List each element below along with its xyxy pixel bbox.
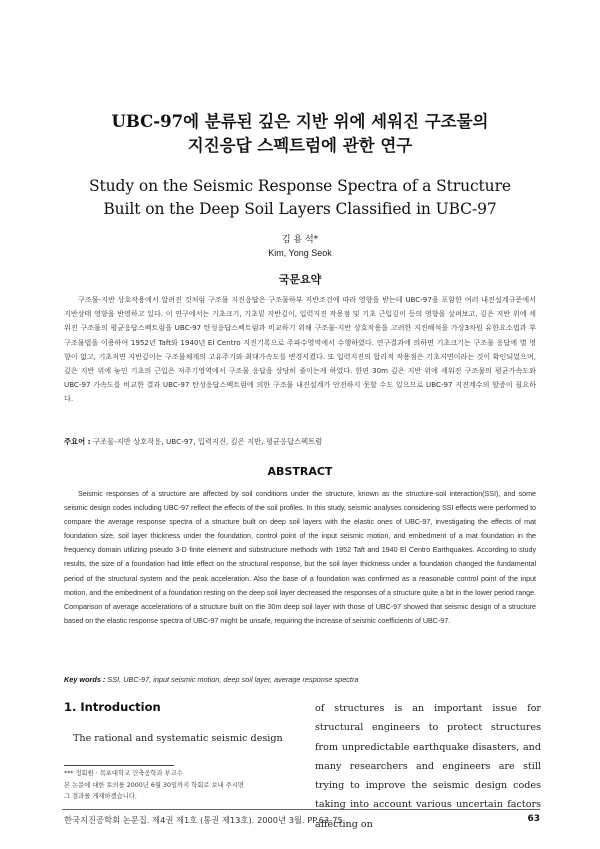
footnote-divider xyxy=(64,765,174,766)
journal-footer: 한국지진공학회 논문집. 제4권 제1호 (통권 제13호). 2000년 3월. PP.63-75. xyxy=(64,815,346,825)
footnote xyxy=(64,768,286,803)
author-name-english: Kim, Yong Seok xyxy=(268,248,332,258)
footnote-affiliation: *** 정회원 · 목포대학교 건축공학과 부교수 xyxy=(64,770,183,777)
title-english-line2: Built on the Deep Soil Layers Classified in UBC-97 xyxy=(103,200,497,218)
footer-divider xyxy=(62,809,540,810)
english-abstract-body: Seismic responses of a structure are affected by soil conditions under the structure, known as the structure-soil interaction(SSI), and some seismic design codes including UBC-97 reflect the effects of the soil profiles. In this study, seismic analyses considering SSI effects were performed to compare the average response spectra of a structure built on deep soil layers with the elastic ones of UBC-97, investigating the effects of mat foundation size, soil layer thickness under the foundation, control point of the input seismic motion, and embedment of a mat foundation in the frequency domain utilizing pseudo 3-D finite element and substructure methods with 1952 Taft and 1940 El Centro Earthquakes. According to study results, the size of a foundation had little effect on the structural response, but the soil layer thickness under a foundation changed the fundamental period of the structural system and the peak acceleration. Also the base of a foundation was confirmed as a reasonable control point of the input motion, and the embedment of a foundation resting on the deep soil layer decreased the responses of a structure quite a bit in the lower period range. Comparison of average accelerations of a structure built on the 30m deep soil layer with those of UBC-97 showed that seismic design of a structure based on the elastic response spectra of UBC-97 might be unsafe, requiring the increase of seismic coefficients of UBC-97. xyxy=(64,489,536,625)
title-korean-line2: 지진응답 스펙트럼에 관한 연구 xyxy=(187,136,413,155)
english-abstract-heading: ABSTRACT xyxy=(267,465,333,478)
english-keywords-label: Key words : xyxy=(64,675,106,684)
introduction-right-column: of structures is an important issue for structural engineers to protect structures from unpredictable earthquake disasters, and many researchers and engineers are still trying to improve the seismic design codes taking into account various uncertain factors affecting on xyxy=(315,703,541,830)
footnote-line3: 그 결과를 게재하겠습니다. xyxy=(64,793,137,800)
footnote-line2: 본 논문에 대한 토의를 2000년 6월 30일까지 학회로 보내 주시면 xyxy=(64,781,244,789)
title-english-line1: Study on the Seismic Response Spectra of a Structure xyxy=(89,177,511,195)
page-number: 63 xyxy=(527,814,540,824)
korean-abstract-heading: 국문요약 xyxy=(278,273,322,286)
left-column xyxy=(64,700,288,744)
english-keywords-text: SSI, UBC-97, input seismic motion, deep soil layer, average response spectra xyxy=(107,675,359,684)
korean-keywords xyxy=(64,437,536,447)
korean-keywords-label: 주요어 : xyxy=(64,437,91,446)
author-name-korean: 김 용 석* xyxy=(281,235,319,245)
title-korean-line1: UBC-97에 분류된 깊은 지반 위에 세워진 구조물의 xyxy=(111,112,489,131)
korean-keywords-text: 구조물-지반 상호작용, UBC-97, 입력지진, 깊은 지반, 평균응답스펙트럼 xyxy=(92,437,323,446)
english-keywords xyxy=(64,675,536,684)
introduction-heading: 1. Introduction xyxy=(64,700,161,714)
korean-abstract-body: 구조물-지반 상호작용에서 알려진 것처럼 구조물 지진응답은 구조물하부 지반조건에 따라 영향을 받는데 UBC-97을 포함한 여러 내진설계규준에서 지반상태 영향을 반영하고 있다. 이 연구에서는 기초크기, 기초밑 지반깊이, 입력지진 작용점 및 기초 근입깊이 등의 영향을 살펴보고, 깊은 지반 위에 세워진 구조물의 평균응답스펙트럼을 UBC-97 탄성응답스펙트럼과 비교하기 위해 구조물-지반 상호작용을 고려한 지진해석을 가상3차원 유한요소법과 부구조물법을 이용하여 1952년 Taft와 1940년 El Centro 지진기록으로 주파수영역에서 수행하였다. 연구결과에 의하면 기초크기는 구조물 응답에 별 영향이 없고, 기초저면 지반깊이는 구조물체계의 고유주기와 최대가속도를 변경시켰다. 또 입력지진의 합리적 작용점은 기초저면이라는 것이 확인되었으며, 깊은 지반 위에 놓인 기초의 근입은 저주기영역에서 구조물 응답을 상당히 줄이는게 하였다. 한편 30m 깊은 지반 위에 세워진 구조물의 평균가속도와 UBC-97 가속도를 비교한 결과 UBC-97 탄성응답스펙트럼에 의한 구조물 내진설계가 안전하지 못할 수도 있으므로 UBC-97 지진계수의 할증이 필요하다. xyxy=(64,295,536,404)
introduction-first-line: The rational and systematic seismic design xyxy=(73,733,283,744)
